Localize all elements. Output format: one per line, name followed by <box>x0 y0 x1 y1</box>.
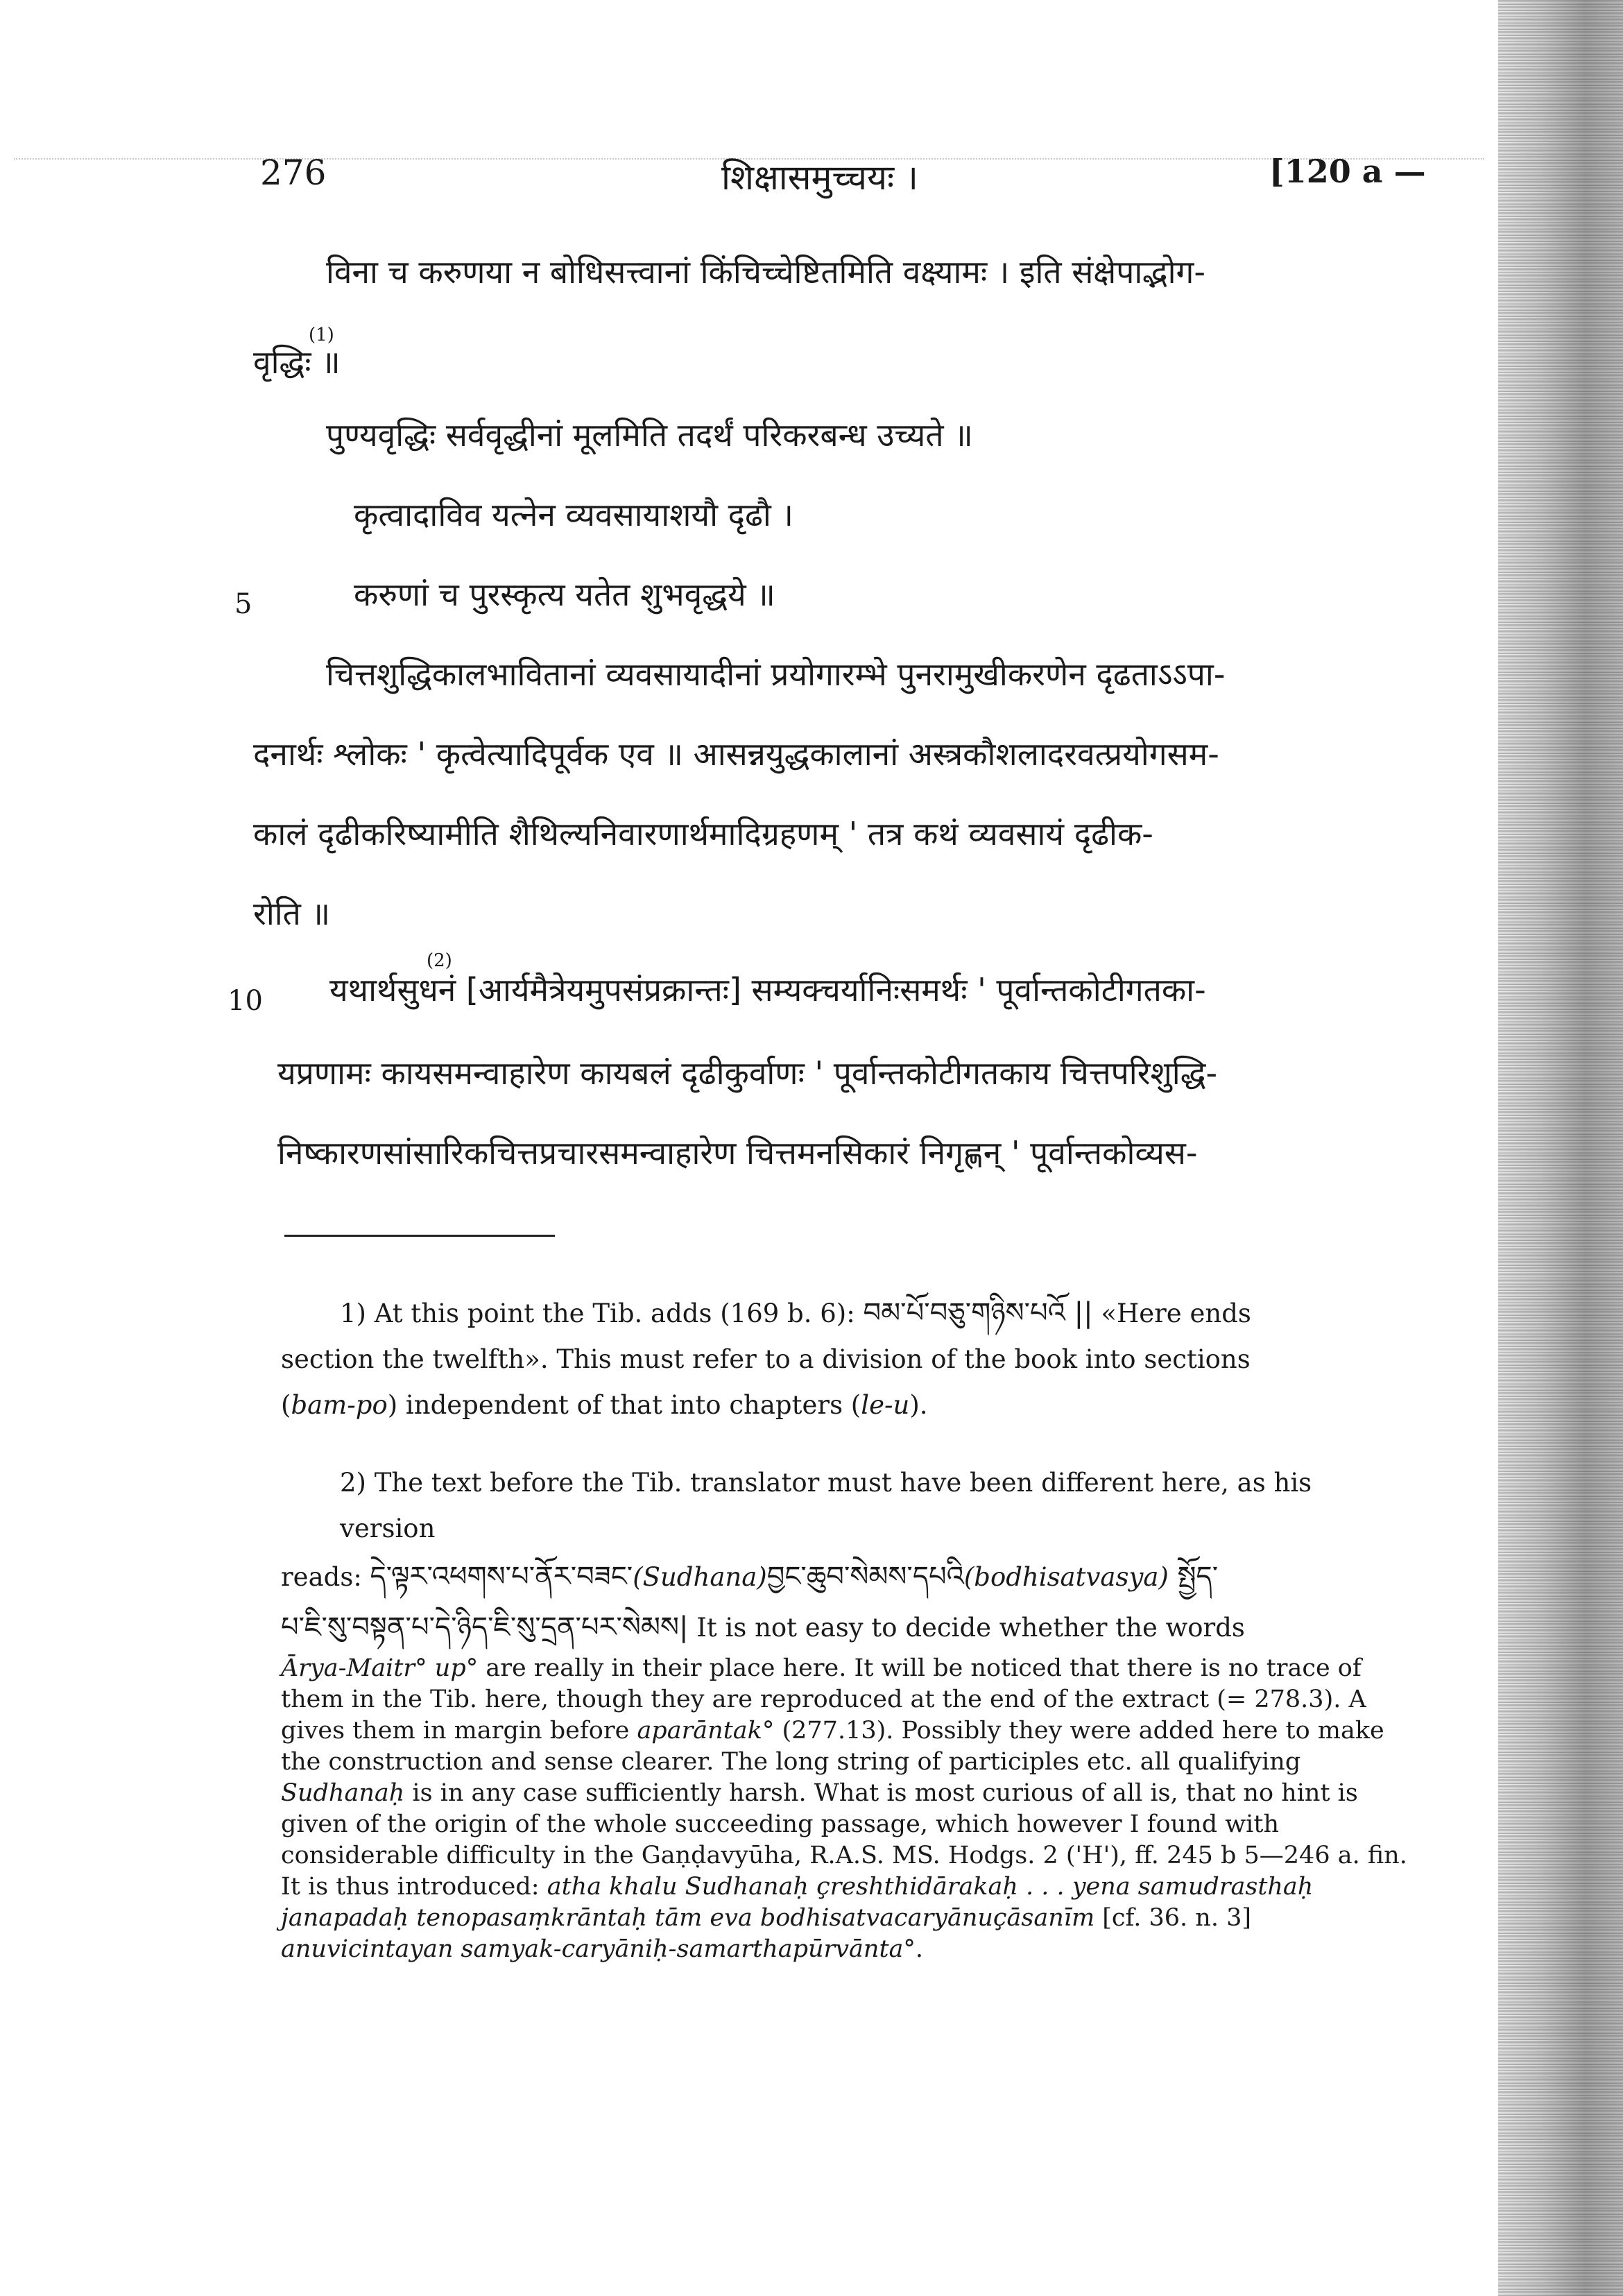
verse-line-2: करुणां च पुरस्कृत्य यतेत शुभवृद्धये ॥ <box>354 576 775 613</box>
footnote-2-paragraph <box>281 1653 1411 1965</box>
footnote-1-line-3 <box>281 1382 1411 1428</box>
fn1-text-mid: ) independent of that into chapters ( <box>387 1390 861 1420</box>
tibetan-phrase-2b: བྱང་ཆུབ་སེམས་དཔའི <box>766 1561 964 1593</box>
body-line-3: पुण्यवृद्धिः सर्ववृद्धीनां मूलमिति तदर्थं परिकरबन्ध उच्यते ॥ <box>326 416 973 454</box>
footnote-2 <box>281 1460 1411 1965</box>
footnote-marker-1: (1) <box>309 325 334 345</box>
fn2-p1: are really in their place here. It will be noticed that there is no trace of them in the Tib. here, though they are reproduced at the end of the extract (= 278.3). A gives them in margin before <box>281 1654 1366 1745</box>
fn2-p3: is in any case sufficiently harsh. What is most curious of all is, that no hint is given of the origin of the whole succeeding passage, which however I found with considerable difficulty in the Gaṇḍavyūha, R.A.S. MS. Hodgs. 2 ('H'), ff. 245 b 5—246 a. fin. It is thus introduced: <box>281 1779 1407 1901</box>
footnote-1-text-b: «Here ends <box>1092 1299 1251 1328</box>
body-line-8: कालं दृढीकरिष्यामीति शैथिल्यनिवारणार्थमादिग्रहणम् ' तत्र कथं व्यवसायं दृढीक- <box>253 815 1153 853</box>
page-number: 276 <box>260 153 327 193</box>
fn1-paren-open: ( <box>281 1390 291 1420</box>
footnote-2-line-3 <box>281 1602 1411 1653</box>
body-line-2: वृद्धिः ॥ <box>253 343 341 381</box>
tibetan-phrase-1: བམ་པོ་བཅུ་གཉིས་པའོ || <box>863 1297 1093 1329</box>
tibetan-phrase-2d: པ་ཇི་སུ་བསྟན་པ་དེ་ཉིད་ཇི་སུ་དྲན་པར་སེམས| <box>281 1611 689 1643</box>
footnote-1-line-2: section the twelfth». This must refer to a division of the book into sections <box>281 1344 1251 1374</box>
fn2-p4: [cf. 36. n. 3] <box>1094 1904 1251 1932</box>
footnote-1-line-1 <box>281 1290 1411 1337</box>
running-header <box>0 153 1623 201</box>
fn1-text-end: ). <box>909 1390 928 1420</box>
fn2-quote-1: atha khalu Sudhanaḥ çreshthidārakaḥ . . . yena samudrasthaḥ janapadaḥ tenopasaṃkrāntaḥ tām eva bodhisatvacaryānuçāsanīm <box>281 1873 1314 1932</box>
footnote-2-line-1: 2) The text before the Tib. translator must have been different here, as his version <box>340 1468 1312 1543</box>
fn2-p2: (277.13). Possibly they were added here to make the construction and sense clearer. The long string of participles etc. all qualifying <box>281 1717 1384 1776</box>
fn2-text-a: It is not easy to decide whether the words <box>688 1613 1245 1643</box>
footnote-1 <box>281 1290 1411 1428</box>
footnote-marker-2: (2) <box>427 950 452 971</box>
fn2-arya: Ārya-Maitr° up° <box>281 1654 479 1682</box>
fn2-sudhanah: Sudhanaḥ <box>281 1779 405 1807</box>
fn2-quote-2: anuvicintayan samyak-caryāniḥ-samarthapūrvānta° <box>281 1935 916 1963</box>
fn1-term-leu: le-u <box>861 1390 910 1420</box>
body-line-7: दनार्थः श्लोकः ' कृत्वेत्यादिपूर्वक एव ॥ आसन्नयुद्धकालानां अस्त्रकौशलादरवत्प्रयोगसम- <box>253 735 1219 773</box>
footnote-separator <box>284 1235 555 1237</box>
fn2-aparantak: aparāntak° <box>637 1717 775 1745</box>
footnote-1-text-a: 1) At this point the Tib. adds (169 b. 6): <box>340 1299 864 1328</box>
fn2-sudhana: (Sudhana) <box>633 1562 767 1592</box>
line-number-10: 10 <box>227 985 263 1017</box>
fn2-p5: . <box>915 1935 924 1963</box>
line-number-5: 5 <box>234 588 252 620</box>
tibetan-phrase-2a: དེ་ལྟར་འཕགས་པ་ནོར་བཟང་ <box>370 1561 633 1593</box>
body-line-10: यथार्थसुधनं [आर्यमैत्रेयमुपसंप्रक्रान्तः] सम्यक्चर्यानिःसमर्थः ' पूर्वान्तकोटीगतका- <box>329 971 1206 1009</box>
footnote-2-line-2 <box>281 1552 1411 1602</box>
header-title: शिक्षासमुच्चयः । <box>721 157 918 198</box>
body-line-6: चित्तशुद्धिकालभावितानां व्यवसायादीनां प्रयोगारम्भे पुनरामुखीकरणेन दृढताऽऽपा- <box>326 656 1226 693</box>
tibetan-phrase-2c: སྤྱོད་ <box>1168 1561 1219 1593</box>
body-line-9: रोति ॥ <box>253 895 331 932</box>
body-line-12: निष्कारणसांसारिकचित्तप्रचारसमन्वाहारेण चित्तमनसिकारं निगृह्णन् ' पूर्वान्तकोव्यस- <box>277 1134 1198 1172</box>
verse-line-1: कृत्वादाविव यत्नेन व्यवसायाशयौ दृढौ । <box>354 496 793 533</box>
fn2-bodhisatvasya: (bodhisatvasya) <box>963 1562 1169 1592</box>
header-folio: [120 a — <box>1269 153 1426 190</box>
body-line-11: यप्रणामः कायसमन्वाहारेण कायबलं दृढीकुर्वाणः ' पूर्वान्तकोटीगतकाय चित्तपरिशुद्धि- <box>277 1054 1218 1092</box>
body-line-1: विना च करुणया न बोधिसत्त्वानां किंचिच्चेष्टितमिति वक्ष्यामः । इति संक्षेपाद्भोग- <box>326 253 1206 291</box>
scan-edge-shadow <box>1498 0 1623 2296</box>
fn2-reads: reads: <box>281 1562 370 1592</box>
fn1-term-bampo: bam-po <box>291 1390 388 1420</box>
